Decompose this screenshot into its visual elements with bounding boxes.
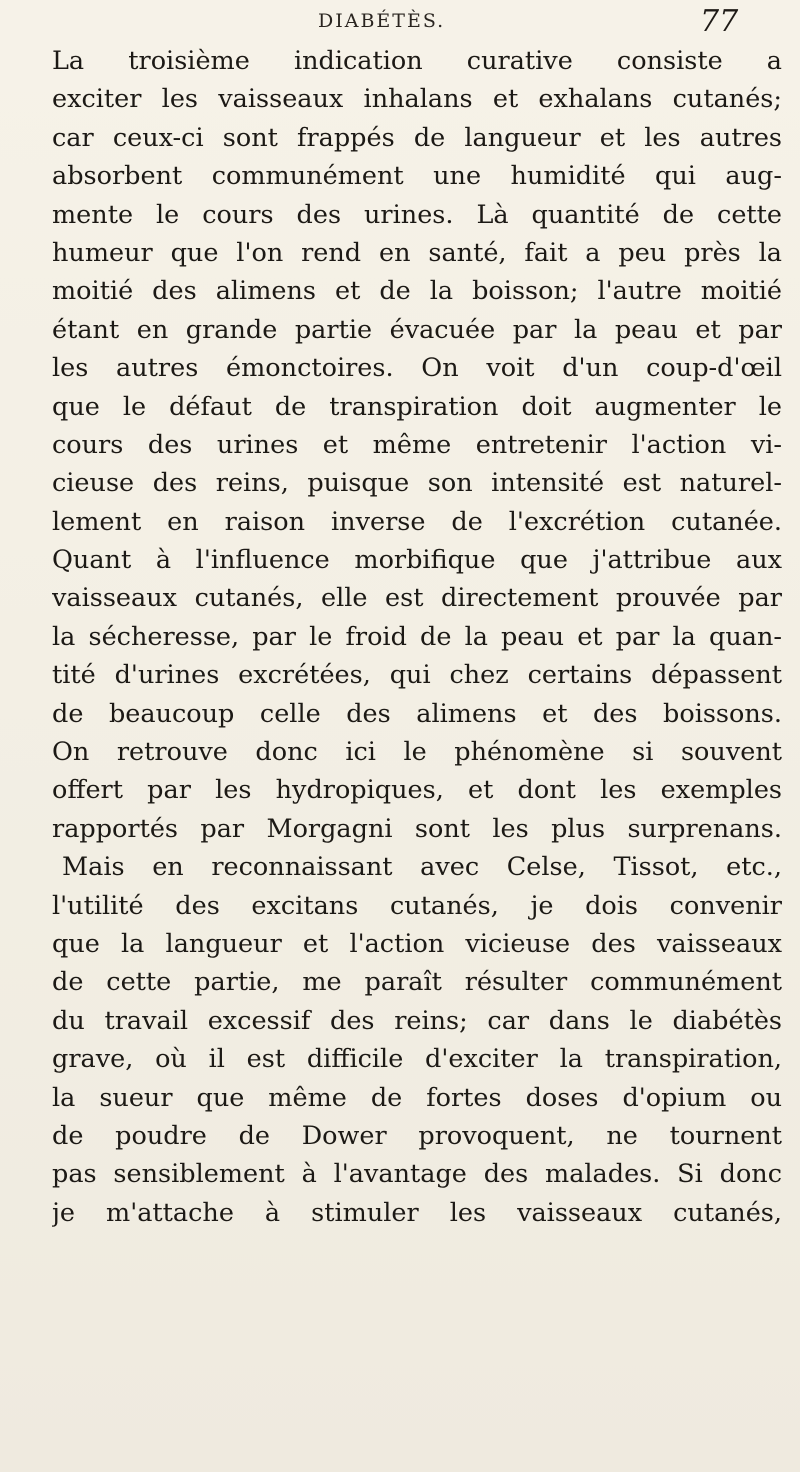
text-line-15: vaisseaux cutanés, elle est directement prouvée par <box>52 583 782 614</box>
text-line-9: les autres émonctoires. On voit d'un coup-d'œil <box>52 353 782 384</box>
text-line-13: lement en raison inverse de l'excrétion cutanée. <box>52 506 782 537</box>
text-line-29: de poudre de Dower provoquent, ne tournent <box>52 1120 782 1151</box>
text-line-3: car ceux-ci sont frappés de langueur et les autres <box>52 122 782 153</box>
text-line-21: rapportés par Morgagni sont les plus surprenans. <box>52 813 782 844</box>
text-line-23: l'utilité des excitans cutanés, je dois convenir <box>52 890 782 921</box>
text-line-16: la sécheresse, par le froid de la peau et par la quan- <box>52 621 782 652</box>
text-line-12: cieuse des reins, puisque son intensité est naturel- <box>52 468 782 499</box>
text-line-20: offert par les hydropiques, et dont les exemples <box>52 775 782 806</box>
text-line-10: que le défaut de transpiration doit augmenter le <box>52 391 782 422</box>
text-line-31: je m'attache à stimuler les vaisseaux cutanés, <box>52 1197 782 1228</box>
text-line-17: tité d'urines excrétées, qui chez certains dépassent <box>52 660 782 691</box>
text-line-28: la sueur que même de fortes doses d'opium ou <box>52 1082 782 1113</box>
text-line-7: moitié des alimens et de la boisson; l'autre moitié <box>52 276 782 307</box>
running-title: DIABÉTÈS. <box>318 10 446 32</box>
text-line-26: du travail excessif des reins; car dans le diabétès <box>52 1005 782 1036</box>
text-line-1: La troisième indication curative consiste a <box>52 46 782 76</box>
text-line-30: pas sensiblement à l'avantage des malades. Si donc <box>52 1159 782 1190</box>
page-header <box>0 4 800 44</box>
text-line-2: exciter les vaisseaux inhalans et exhalans cutanés; <box>52 84 782 115</box>
text-line-27: grave, où il est difficile d'exciter la transpiration, <box>52 1044 782 1075</box>
text-line-5: mente le cours des urines. Là quantité de cette <box>52 199 782 230</box>
text-line-14: Quant à l'influence morbifique que j'attribue aux <box>52 545 782 576</box>
text-line-22: Mais en reconnaissant avec Celse, Tissot, etc., <box>62 852 782 883</box>
text-line-4: absorbent communément une humidité qui aug- <box>52 161 782 192</box>
page-number: 77 <box>700 4 739 39</box>
text-line-18: de beaucoup celle des alimens et des boissons. <box>52 698 782 729</box>
text-line-6: humeur que l'on rend en santé, fait a peu près la <box>52 237 782 268</box>
text-line-11: cours des urines et même entretenir l'action vi- <box>52 429 782 460</box>
body-text <box>52 42 782 1232</box>
text-line-24: que la langueur et l'action vicieuse des vaisseaux <box>52 928 782 959</box>
text-line-19: On retrouve donc ici le phénomène si souvent <box>52 737 782 768</box>
text-line-8: étant en grande partie évacuée par la peau et par <box>52 314 782 345</box>
text-line-25: de cette partie, me paraît résulter communément <box>52 967 782 998</box>
